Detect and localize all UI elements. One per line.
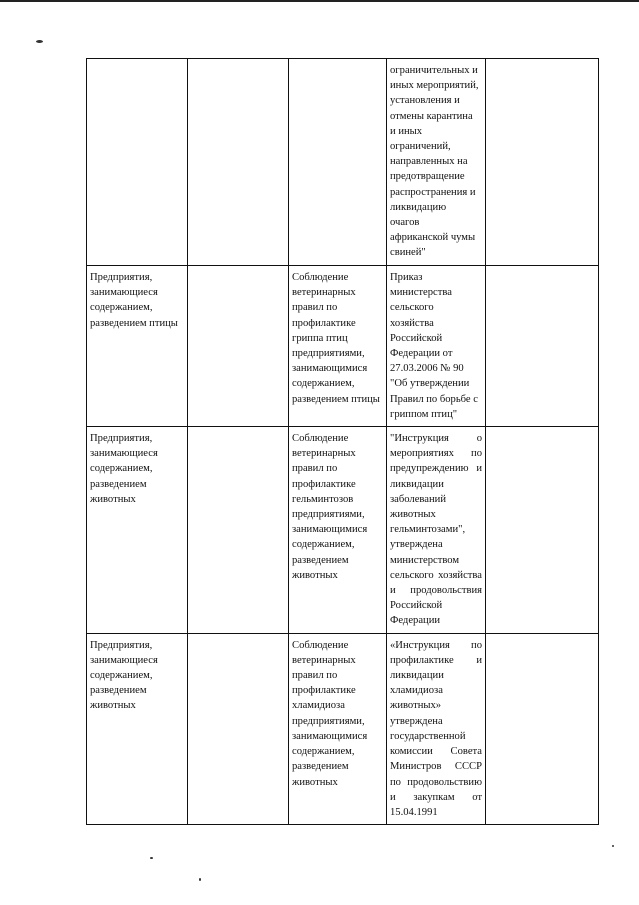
scan-speck [612, 845, 614, 847]
subject-cell: Предприятия, занимающиеся содержанием, разведением животных [87, 633, 188, 824]
empty-cell [188, 633, 289, 824]
empty-cell [486, 59, 599, 266]
legal-act-cell: Приказ министерства сельского хозяйства Российской Федерации от 27.03.2006 № 90 "Об утверждении Правил по борьбе с гриппом птиц" [387, 266, 486, 427]
legal-act-cell: «Инструкция по профилактике и ликвидации хламидиоза животных» утверждена государственной комиссии Совета Министров СССР по продовольствию и закупкам от 15.04.1991 [387, 633, 486, 824]
empty-cell [486, 427, 599, 634]
regulation-table [86, 58, 599, 825]
empty-cell [188, 266, 289, 427]
table-row [87, 427, 599, 634]
legal-act-cell: "Инструкция о мероприятиях по предупреждению и ликвидации заболеваний животных гельминтозами", утверждена министерством сельского хозяйства и продовольствия Российской Федерации [387, 427, 486, 634]
empty-cell [188, 59, 289, 266]
subject-cell [87, 59, 188, 266]
requirement-cell: Соблюдение ветеринарных правил по профилактике гельминтозов предприятиями, занимающимися содержанием, разведением животных [289, 427, 387, 634]
empty-cell [188, 427, 289, 634]
requirement-cell: Соблюдение ветеринарных правил по профилактике гриппа птиц предприятиями, занимающимися содержанием, разведением птицы [289, 266, 387, 427]
table-row [87, 266, 599, 427]
scan-speck [199, 878, 201, 881]
table-row [87, 633, 599, 824]
subject-cell: Предприятия, занимающиеся содержанием, разведением животных [87, 427, 188, 634]
scan-speck [36, 40, 43, 43]
scan-speck [150, 857, 153, 859]
page-top-edge [0, 0, 639, 2]
legal-act-cell: ограничительных и иных мероприятий, установления и отмены карантина и иных ограничений, направленных на предотвращение распространения и ликвидацию очагов африканской чумы свиней" [387, 59, 486, 266]
table-row [87, 59, 599, 266]
requirement-cell: Соблюдение ветеринарных правил по профилактике хламидиоза предприятиями, занимающимися содержанием, разведением животных [289, 633, 387, 824]
requirement-cell [289, 59, 387, 266]
empty-cell [486, 266, 599, 427]
subject-cell: Предприятия, занимающиеся содержанием, разведением птицы [87, 266, 188, 427]
empty-cell [486, 633, 599, 824]
